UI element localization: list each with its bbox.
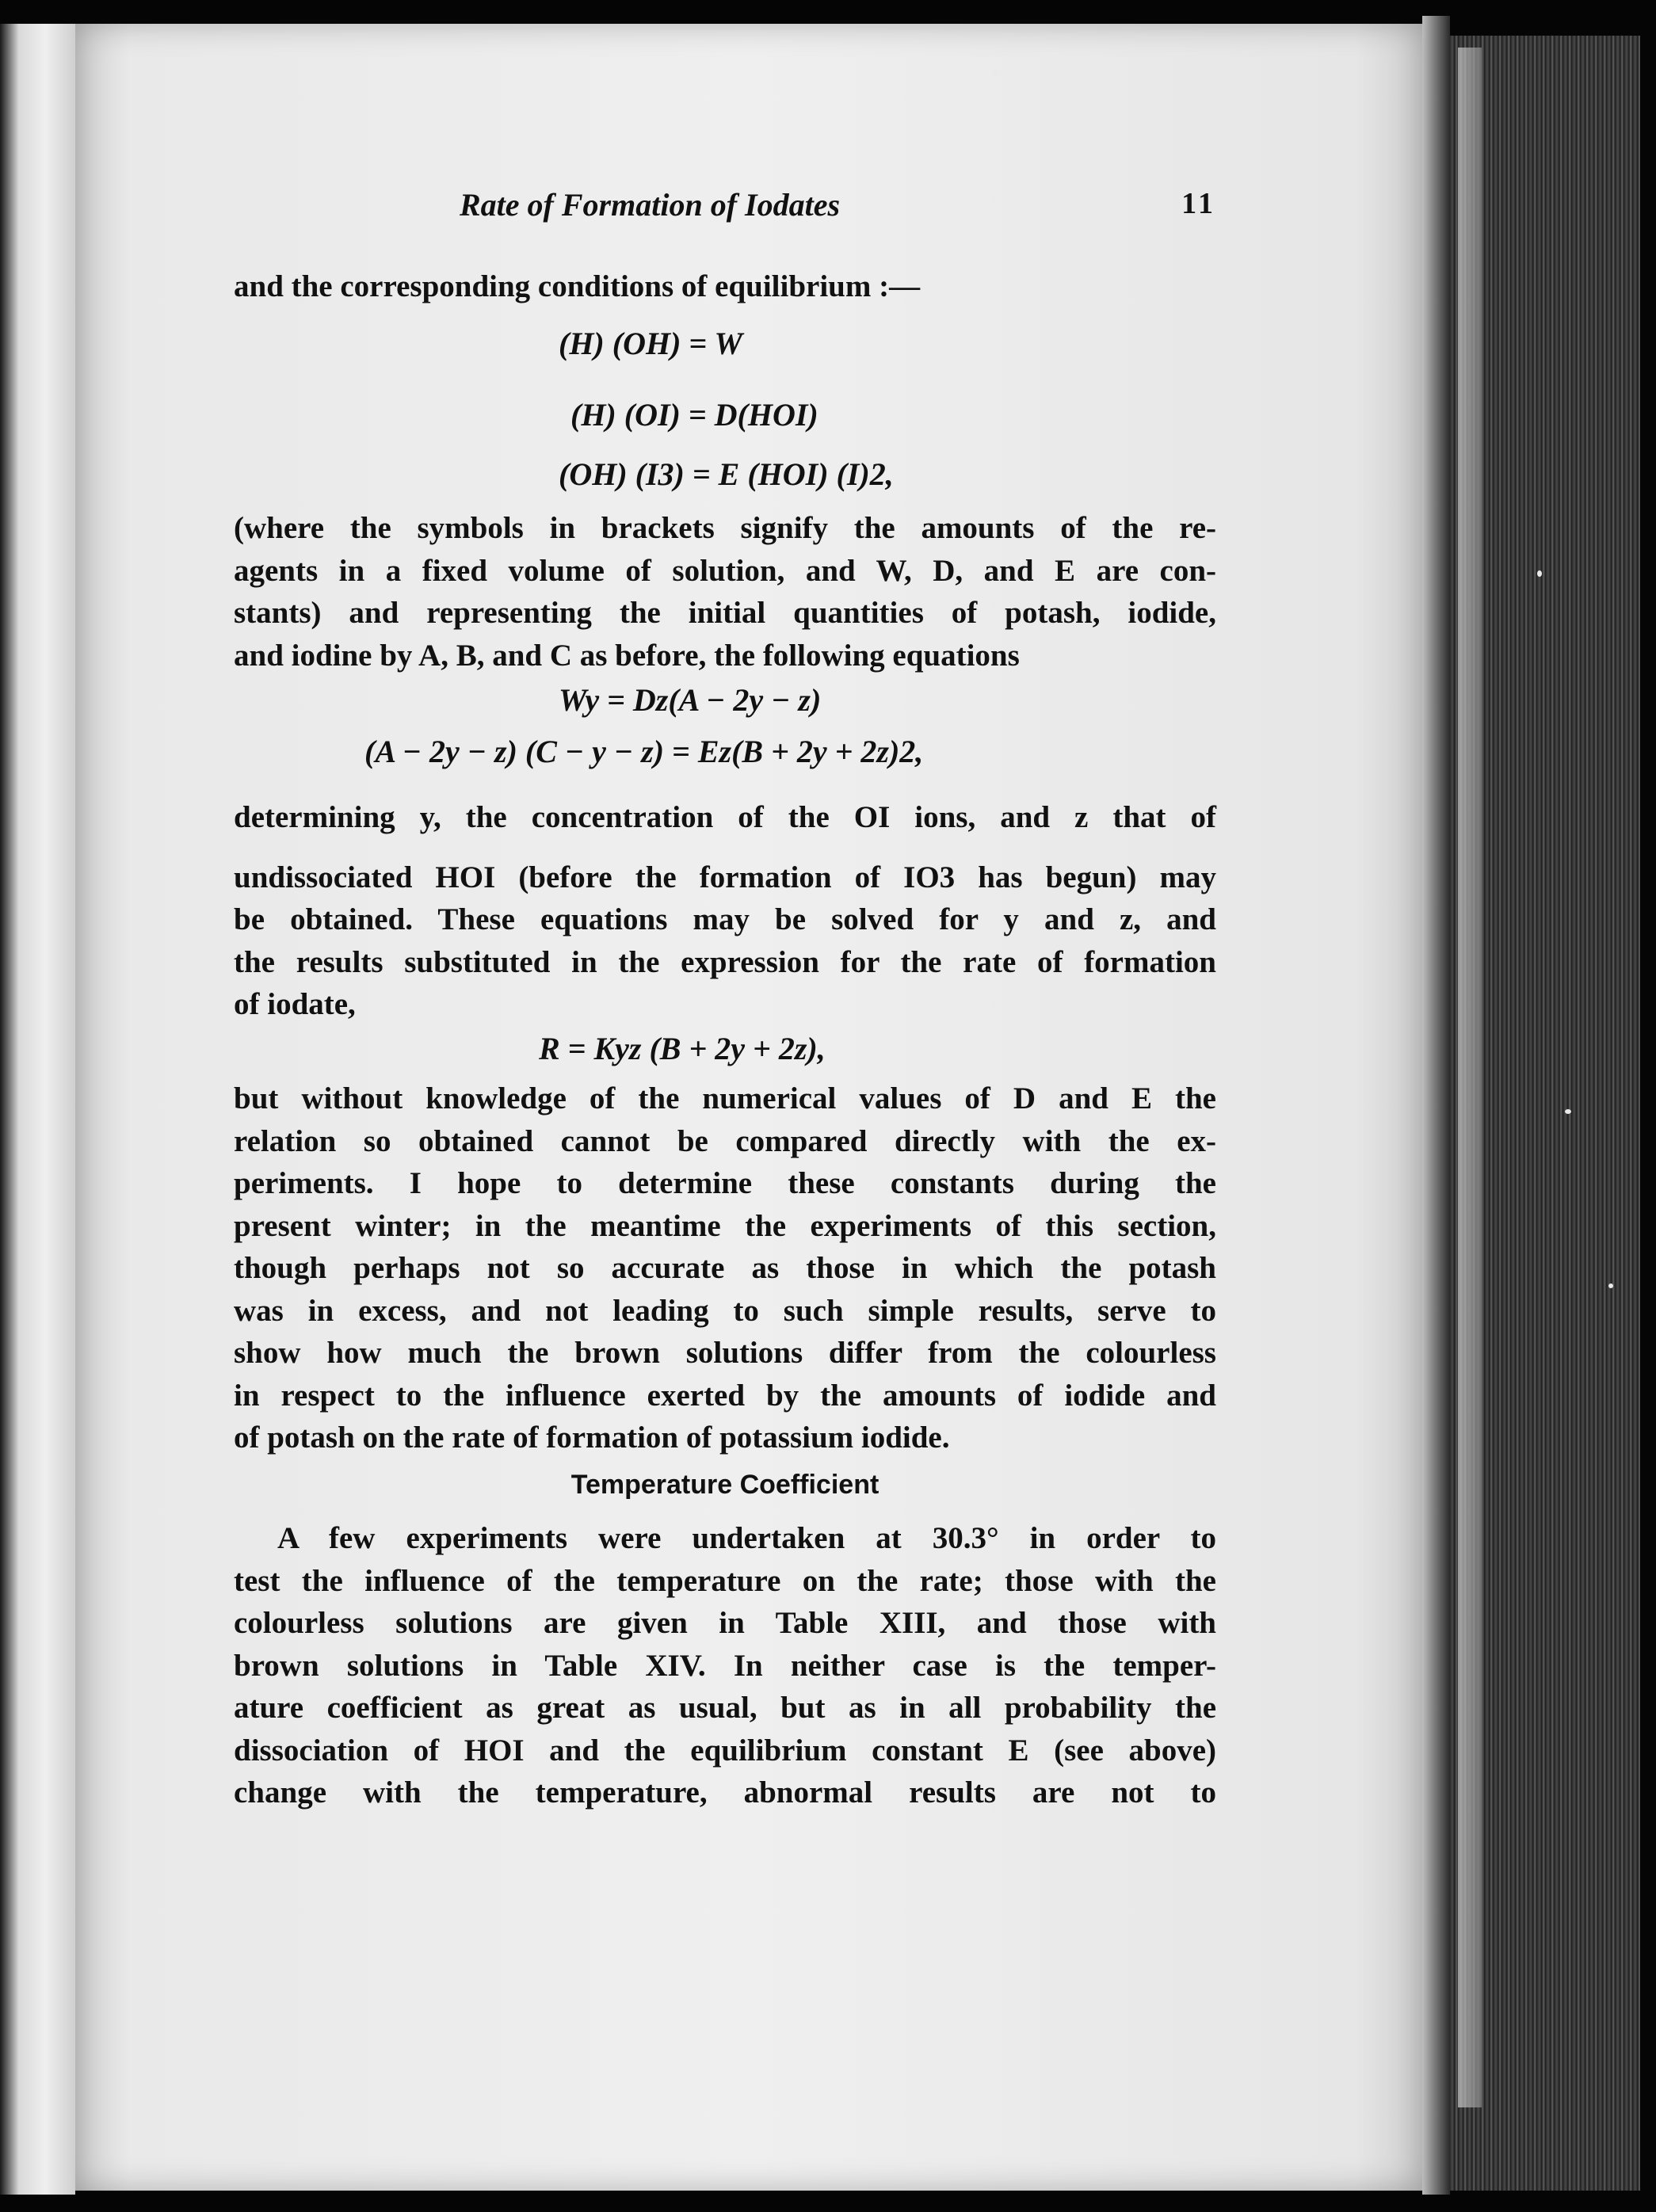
equation-water-equilibrium: (H) (OH) = W — [559, 326, 743, 361]
section-heading: Temperature Coefficient — [570, 1470, 880, 1500]
book-edge-highlight — [1458, 48, 1482, 2107]
running-head — [234, 186, 1216, 234]
page-number: 11 — [1181, 187, 1216, 220]
dust-speck — [1608, 1283, 1613, 1288]
paragraph-temperature: A few experiments were undertaken at 30.3° in order to test the influence of the temperature on the rate; those with the colourless solutions are given in Table XIII, and those with brown solutions in Table XIV. In neither case is the temper- ature coefficient as great as usual, but as in all probability the dissociation of HOI and the equilibrium constant E (see above) change with the temperature, abnormal results are not to — [234, 1521, 1216, 1810]
paragraph-without-knowledge: but without knowledge of the numerical values of D and E the relation so obtained cannot be compared directly with the ex- periments. I hope to determine these constants during the present winter; in the meantime the experiments of this section, though perhaps not so accurate as those in which the potash was in excess, and not leading to such simple results, serve to show how much the brown solutions differ from the colourless in respect to the influence exerted by the amounts of iodide and of potash on the rate of formation of potassium iodide. — [234, 1081, 1216, 1455]
dust-speck — [1565, 1109, 1571, 1114]
intro-line: and the corresponding conditions of equilibrium :— — [234, 269, 921, 303]
previous-page-edge — [0, 24, 75, 2195]
paragraph-symbols: (where the symbols in brackets signify the amounts of the re- agents in a fixed volume of solution, and W, D, and E are con- stants) and representing the initial quantities of potash, iodide, and iodine by A, B, and C as before, the following equations — [234, 511, 1216, 673]
equation-hypoiodite-equilibrium: (H) (OI) = D(HOI) — [570, 397, 818, 433]
equation-rate: R = Kyz (B + 2y + 2z), — [539, 1031, 826, 1066]
dust-speck — [993, 70, 998, 75]
equation-triiodide-equilibrium: (OH) (I3) = E (HOI) (I)2, — [559, 456, 894, 492]
equation-z: (A − 2y − z) (C − y − z) = Ez(B + 2y + 2z)2, — [364, 734, 924, 769]
running-head-title: Rate of Formation of Iodates — [460, 187, 841, 223]
equation-y: Wy = Dz(A − 2y − z) — [559, 682, 822, 718]
paragraph-determining: determining y, the concentration of the OI ions, and z that of undissociated HOI (before the formation of IO3 has begun) may be obtained. These equations may be solved for y and z, and the results substituted in the expression for the rate of formation of iodate, — [234, 800, 1216, 1021]
dust-speck — [1537, 570, 1542, 577]
page-gutter-shadow — [1422, 16, 1450, 2195]
